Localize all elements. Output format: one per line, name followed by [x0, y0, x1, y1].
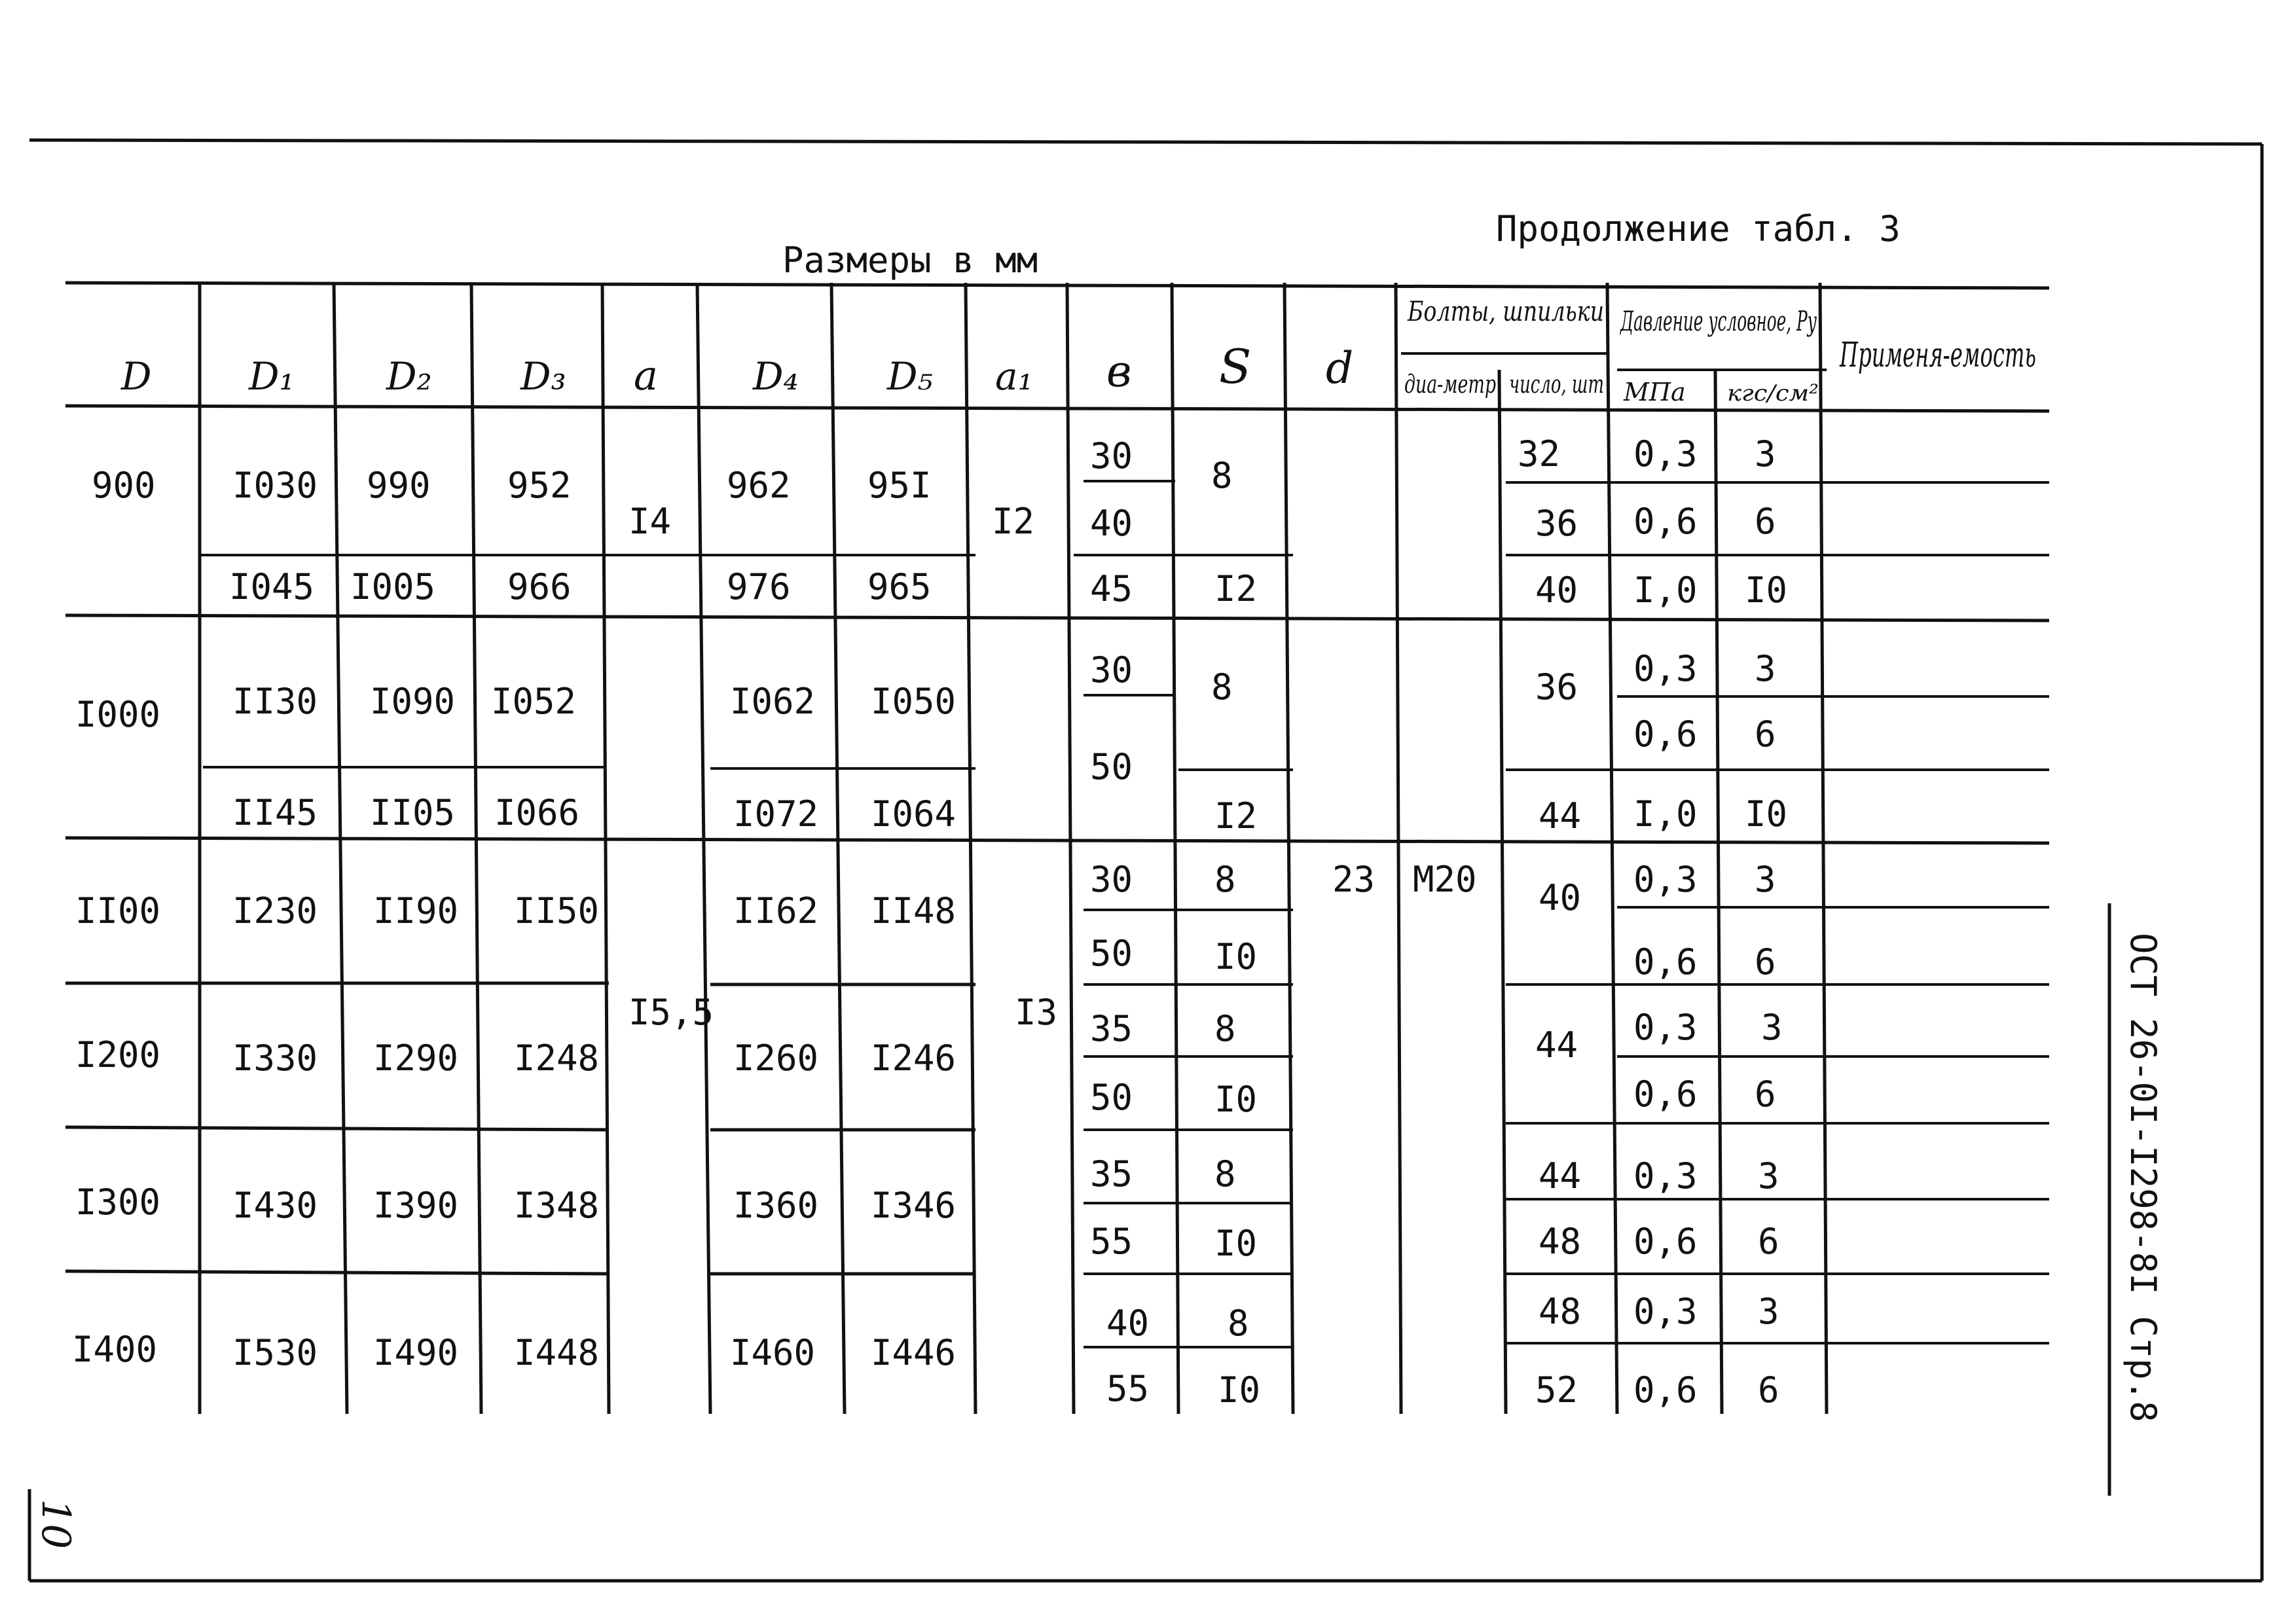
cell-a1: I3 — [1015, 992, 1058, 1033]
cell-D5: I346 — [871, 1185, 957, 1226]
header-D1: D₁ — [249, 354, 295, 399]
cell-S: 8 — [1214, 859, 1236, 900]
header-a: a — [634, 352, 658, 399]
cell-D5: 965 — [867, 566, 932, 607]
cell-D5: 95I — [867, 465, 932, 506]
header-kgf: кгс/см² — [1727, 380, 1819, 406]
cell-mpa: I,0 — [1633, 793, 1698, 835]
cell-kgf: I0 — [1745, 793, 1788, 835]
header-a1: a₁ — [995, 354, 1033, 399]
header-d: d — [1326, 343, 1354, 393]
cell-bolt-count: 48 — [1539, 1291, 1582, 1332]
cell-D5: I050 — [871, 681, 957, 722]
cell-kgf: 6 — [1758, 1221, 1779, 1262]
cell-D: I200 — [75, 1034, 161, 1075]
column-S — [1211, 455, 1260, 1411]
cell-D3: 952 — [507, 465, 572, 506]
column-D3 — [491, 465, 599, 1373]
cell-mpa: 0,3 — [1633, 1007, 1698, 1048]
cell-bolt-count: 44 — [1539, 795, 1582, 837]
column-D2 — [350, 465, 458, 1373]
header-D4: D₄ — [753, 354, 799, 399]
header-usage: Применя-емость — [1839, 336, 2036, 375]
cell-D1: II45 — [232, 792, 318, 833]
cell-D4: I460 — [730, 1332, 816, 1373]
cell-S: 8 — [1214, 1153, 1236, 1195]
cell-D3: I448 — [514, 1332, 600, 1373]
column-a1 — [992, 501, 1057, 1033]
cell-mpa: 0,3 — [1633, 1291, 1698, 1332]
cell-b: 50 — [1090, 933, 1133, 974]
cell-kgf: 3 — [1758, 1155, 1779, 1197]
cell-S: I0 — [1214, 1079, 1258, 1120]
cell-D2: II90 — [373, 890, 459, 931]
cell-D1: I330 — [232, 1038, 318, 1079]
header-bolts-diameter: диа-метр — [1404, 370, 1496, 399]
cell-kgf: I0 — [1745, 569, 1788, 611]
cell-D1: I430 — [232, 1185, 318, 1226]
cell-b: 30 — [1090, 649, 1133, 691]
cell-D4: I360 — [733, 1185, 819, 1226]
cell-b: 35 — [1090, 1008, 1133, 1049]
cell-b: 30 — [1090, 435, 1133, 477]
cell-D4: I260 — [733, 1038, 819, 1079]
cell-S: I0 — [1218, 1369, 1261, 1411]
cell-D4: I072 — [733, 793, 819, 835]
cell-kgf: 3 — [1755, 648, 1776, 689]
cell-b: 40 — [1090, 503, 1133, 544]
cell-kgf: 6 — [1755, 501, 1776, 542]
column-D4 — [727, 465, 818, 1373]
cell-D2: I090 — [370, 681, 456, 722]
header-b: в — [1106, 346, 1132, 397]
cell-kgf: 6 — [1758, 1369, 1779, 1411]
cell-b: 35 — [1090, 1153, 1133, 1195]
cell-bolt-count: 44 — [1539, 1155, 1582, 1197]
cell-b: 50 — [1090, 1077, 1133, 1118]
cell-D2: 990 — [367, 465, 431, 506]
cell-D2: I390 — [373, 1185, 459, 1226]
cell-D1: II30 — [232, 681, 318, 722]
cell-b: 30 — [1090, 859, 1133, 900]
cell-kgf: 6 — [1755, 1074, 1776, 1115]
cell-D2: II05 — [370, 792, 456, 833]
cell-D: I000 — [75, 694, 161, 735]
cell-kgf: 3 — [1761, 1007, 1783, 1048]
cell-D1: I030 — [232, 465, 318, 506]
cell-bolt-count: 40 — [1539, 877, 1582, 918]
cell-D5: I246 — [871, 1038, 957, 1079]
cell-d: 23 — [1332, 859, 1376, 900]
cell-S: 8 — [1228, 1303, 1249, 1344]
cell-mpa: 0,6 — [1633, 1221, 1698, 1262]
cell-S: 8 — [1214, 1008, 1236, 1049]
cell-mpa: 0,6 — [1633, 941, 1698, 983]
cell-D2: I490 — [373, 1332, 459, 1373]
header-bolts: Болты, шпильки — [1407, 295, 1604, 327]
column-D — [72, 465, 160, 1370]
cell-bolt-count: 32 — [1518, 433, 1561, 475]
cell-D4: 962 — [727, 465, 791, 506]
cell-D4: 976 — [727, 566, 791, 607]
header-mpa: МПа — [1624, 378, 1686, 406]
cell-S: I0 — [1214, 936, 1258, 977]
cell-bolt-count: 44 — [1535, 1024, 1578, 1066]
header-bolts-count: число, шт — [1509, 370, 1604, 399]
cell-S: I0 — [1214, 1223, 1258, 1264]
cell-b: 40 — [1106, 1303, 1150, 1344]
cell-a: I5,5 — [629, 992, 714, 1033]
cell-D4: I062 — [730, 681, 816, 722]
cell-b: 55 — [1106, 1368, 1150, 1409]
cell-D3: I066 — [494, 792, 580, 833]
cell-D1: I045 — [229, 566, 315, 607]
header-D2: D₂ — [386, 354, 432, 399]
header-pressure: Давление условное, Pу — [1619, 305, 1817, 337]
cell-D5: I446 — [871, 1332, 957, 1373]
cell-a: I4 — [629, 501, 672, 542]
column-D5 — [867, 465, 956, 1373]
cell-D3: I052 — [491, 681, 577, 722]
cell-bolt-count: 48 — [1539, 1221, 1582, 1262]
column-kgf — [1745, 433, 1787, 1411]
cell-mpa: I,0 — [1633, 569, 1698, 611]
cell-D1: I230 — [232, 890, 318, 931]
cell-mpa: 0,6 — [1633, 501, 1698, 542]
cell-mpa: 0,3 — [1633, 859, 1698, 900]
cell-D2: I290 — [373, 1038, 459, 1079]
cell-D3: I248 — [514, 1038, 600, 1079]
cell-mpa: 0,3 — [1633, 433, 1698, 475]
column-D1 — [229, 465, 318, 1373]
header-D: D — [121, 354, 152, 399]
cell-D3: II50 — [514, 890, 600, 931]
cell-kgf: 6 — [1755, 941, 1776, 983]
cell-kgf: 3 — [1755, 433, 1776, 475]
cell-D: 900 — [92, 465, 156, 506]
cell-S: I2 — [1214, 795, 1258, 837]
cell-mpa: 0,3 — [1633, 1155, 1698, 1197]
column-mpa — [1633, 433, 1698, 1411]
cell-bolt-count: 36 — [1535, 503, 1578, 544]
cell-a1: I2 — [992, 501, 1035, 542]
cell-mpa: 0,6 — [1633, 1074, 1698, 1115]
cell-b: 45 — [1090, 568, 1133, 609]
cell-b: 55 — [1090, 1221, 1133, 1262]
table-columns — [200, 283, 1827, 1414]
cell-S: 8 — [1211, 455, 1233, 496]
column-b — [1090, 435, 1149, 1409]
cell-kgf: 3 — [1758, 1291, 1779, 1332]
cell-D1: I530 — [232, 1332, 318, 1373]
cell-kgf: 3 — [1755, 859, 1776, 900]
column-bolt-count — [1518, 433, 1581, 1411]
page-number: 10 — [33, 1499, 79, 1549]
cell-D3: I348 — [514, 1185, 600, 1226]
header-S: S — [1219, 339, 1252, 394]
header-D3: D₃ — [520, 354, 566, 399]
cell-mpa: 0,6 — [1633, 713, 1698, 755]
cell-D3: 966 — [507, 566, 572, 607]
cell-bolt-count: 40 — [1535, 569, 1578, 611]
cell-b: 50 — [1090, 746, 1133, 787]
cell-bolt-diameter: M20 — [1413, 859, 1477, 900]
cell-D5: II48 — [871, 890, 957, 931]
cell-bolt-count: 52 — [1535, 1369, 1578, 1411]
cell-D: I300 — [75, 1182, 161, 1223]
cell-D4: II62 — [733, 890, 819, 931]
cell-D: II00 — [75, 890, 161, 931]
cell-mpa: 0,3 — [1633, 648, 1698, 689]
units-caption: Размеры в мм — [782, 240, 1038, 281]
continuation-caption: Продолжение табл. 3 — [1496, 208, 1901, 249]
cell-D: I400 — [72, 1329, 158, 1370]
cell-bolt-count: 36 — [1535, 666, 1578, 708]
header-D5: D₅ — [887, 354, 933, 399]
cell-kgf: 6 — [1755, 713, 1776, 755]
cell-D5: I064 — [871, 793, 957, 835]
cell-D2: I005 — [350, 566, 436, 607]
table-header — [120, 295, 2036, 406]
cell-S: I2 — [1214, 568, 1258, 609]
cell-S: 8 — [1211, 666, 1233, 708]
document-code-label: ОСТ 26-0I-I298-8I Стр.8 — [2123, 933, 2164, 1422]
cell-mpa: 0,6 — [1633, 1369, 1698, 1411]
